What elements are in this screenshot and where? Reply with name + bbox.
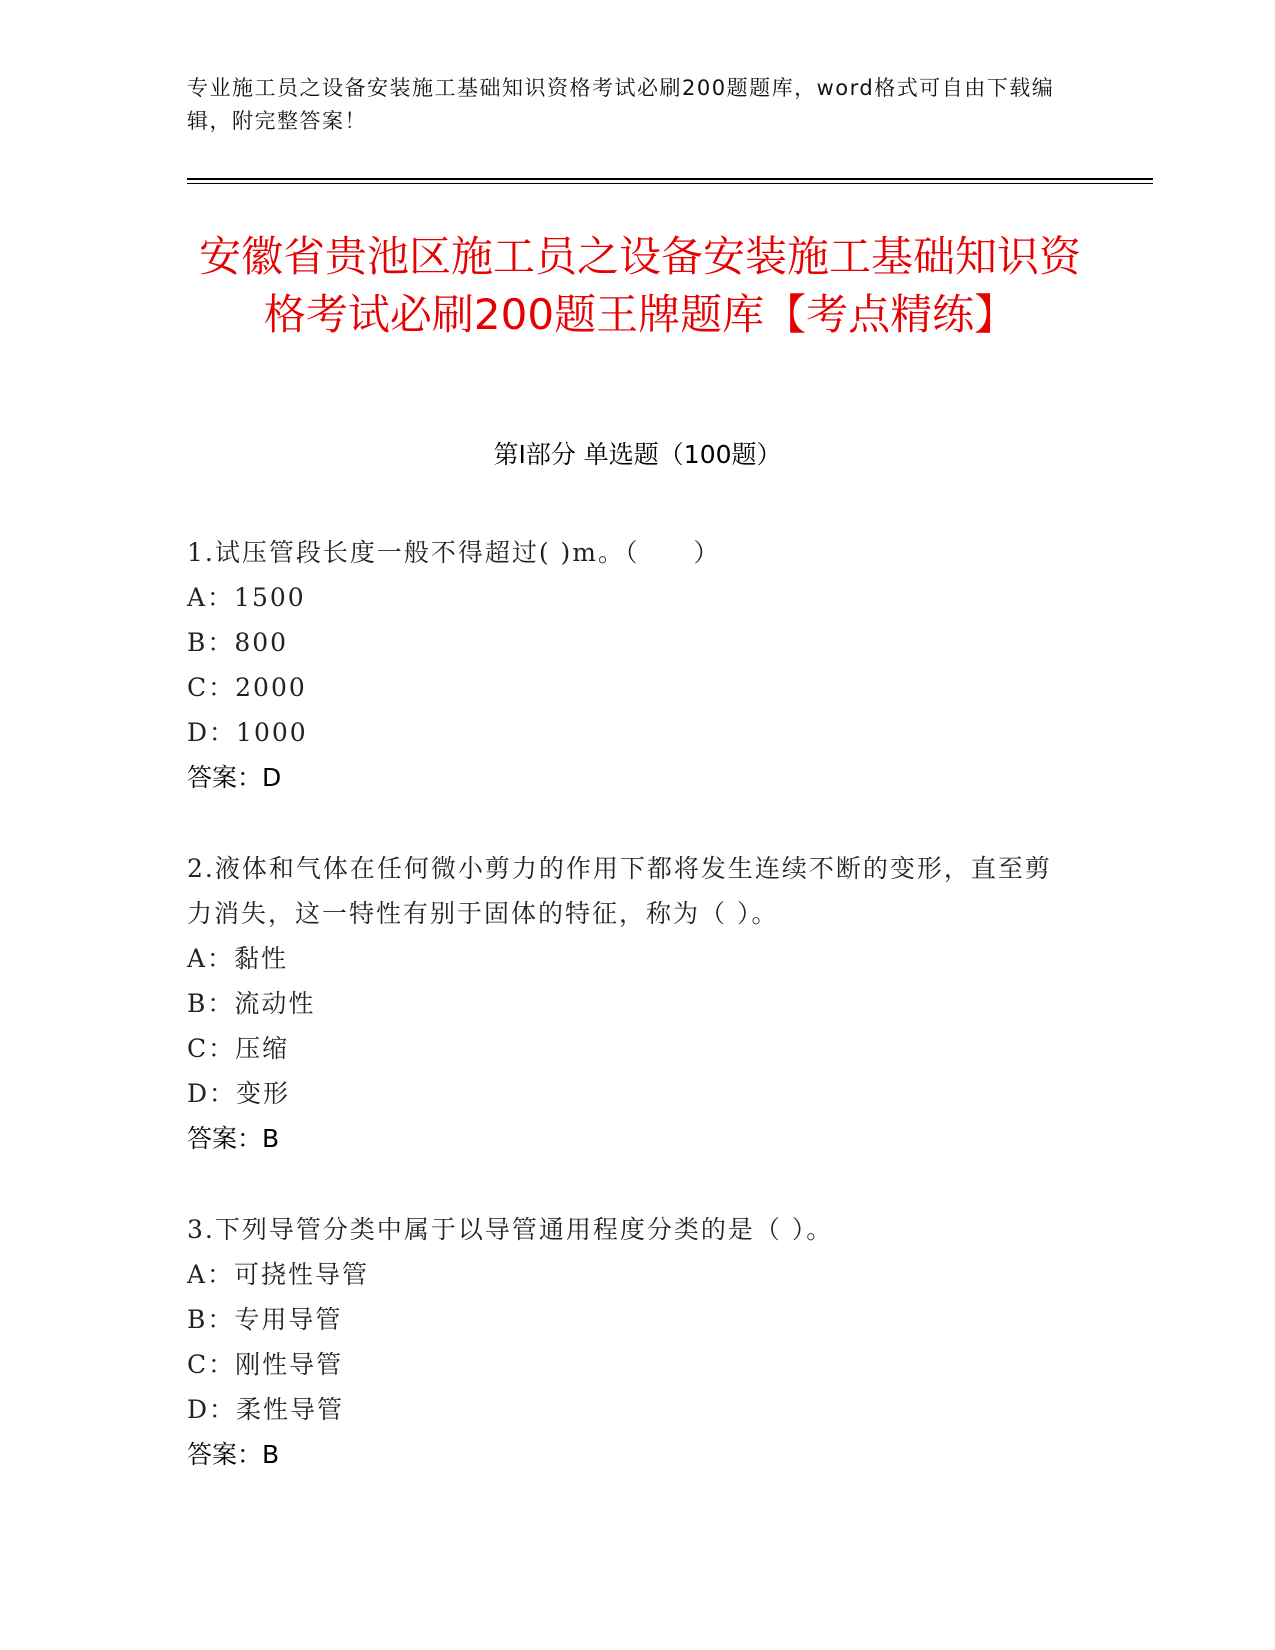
question-stem: 2.液体和气体在任何微小剪力的作用下都将发生连续不断的变形，直至剪力消失，这一特性有别于固体的特征，称为（ ）。 [187,854,1052,928]
option-a: A：黏性 [187,944,289,973]
option-c: C：刚性导管 [187,1350,344,1379]
question-1 [187,530,1067,800]
header-rule-thin [187,183,1153,184]
option-a: A：1500 [187,583,306,612]
option-b: B：专用导管 [187,1305,343,1334]
option-a: A：可挠性导管 [187,1260,370,1289]
question-stem: 3.下列导管分类中属于以导管通用程度分类的是（ ）。 [187,1215,834,1244]
question-list [187,530,1067,1523]
option-d: D：柔性导管 [187,1395,345,1424]
question-stem: 1.试压管段长度一般不得超过( )m。（ ） [187,538,721,567]
option-b: B：流动性 [187,989,316,1018]
question-3 [187,1207,1067,1477]
option-b: B：800 [187,628,289,657]
header-note: 专业施工员之设备安装施工基础知识资格考试必刷200题题库，word格式可自由下载编辑，附完整答案！ [187,76,1055,133]
option-d: D：1000 [187,718,308,747]
option-c: C：2000 [187,673,307,702]
answer: 答案：B [187,1124,280,1153]
section-title: 第I部分 单选题（100题） [493,440,782,469]
document-title: 安徽省贵池区施工员之设备安装施工基础知识资格考试必刷200题王牌题库【考点精练】 [198,232,1081,339]
header-rule-thick [187,178,1153,180]
answer: 答案：B [187,1440,280,1469]
option-c: C：压缩 [187,1034,290,1063]
answer: 答案：D [187,763,282,792]
option-d: D：变形 [187,1079,291,1108]
question-2 [187,846,1067,1161]
